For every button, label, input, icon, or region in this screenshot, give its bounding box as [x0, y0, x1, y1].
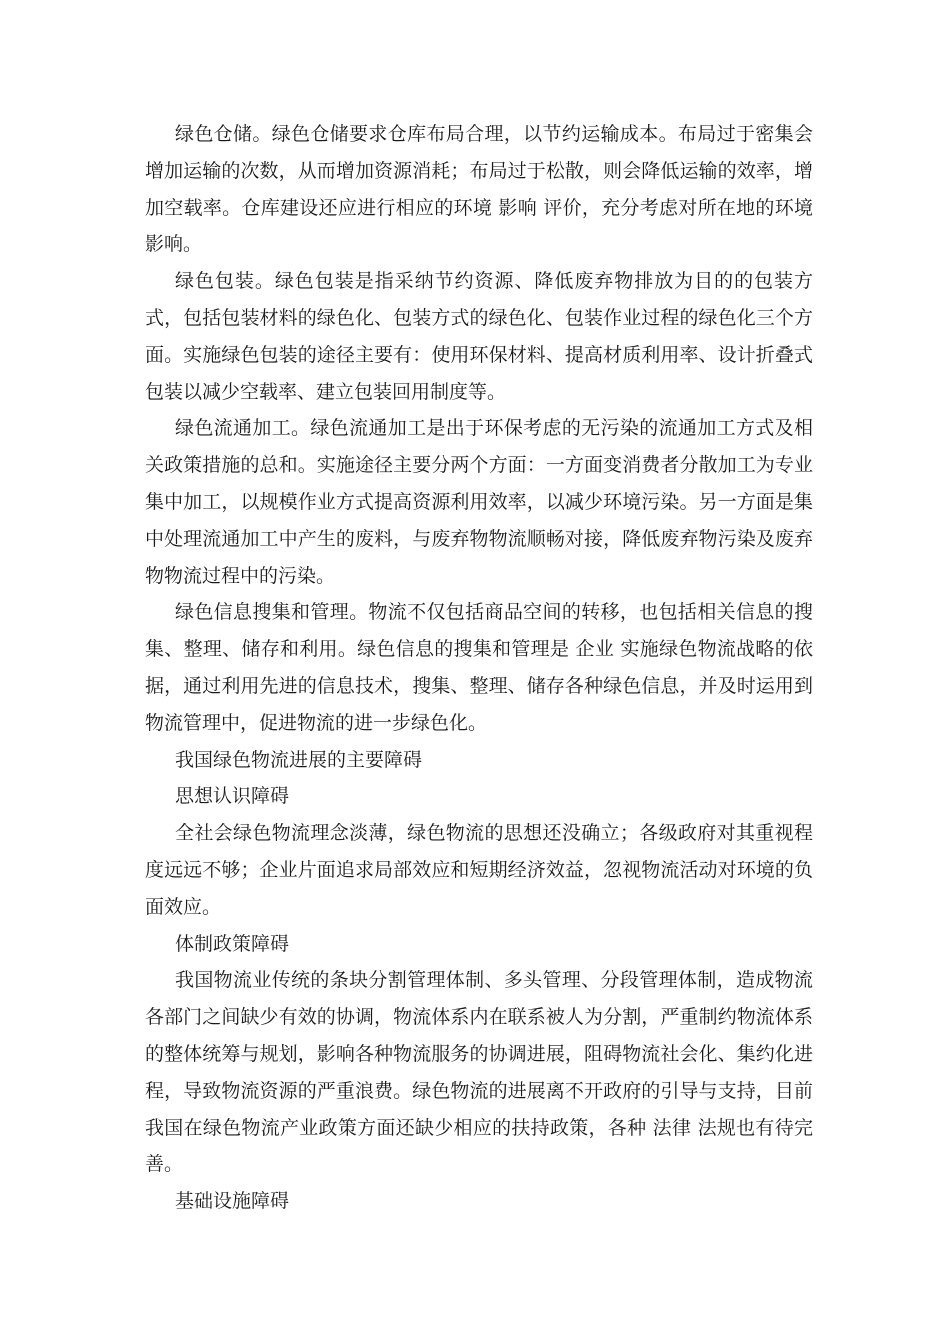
- paragraph-green-processing: 绿色流通加工。绿色流通加工是出于环保考虑的无污染的流通加工方式及相关政策措施的总和。实施途径主要分两个方面：一方面变消费者分散加工为专业集中加工，以规模作业方式提高资源利用效率，以减少环境污染。另一方面是集中处理流通加工中产生的废料，与废弃物物流顺畅对接，降低废弃物污染及废弃物物流过程中的污染。: [145, 417, 813, 587]
- heading-main-obstacles: 我国绿色物流进展的主要障碍: [175, 748, 423, 771]
- paragraph-green-packaging: 绿色包装。绿色包装是指采纳节约资源、降低废弃物排放为目的的包装方式，包括包装材料的绿色化、包装方式的绿色化、包装作业过程的绿色化三个方面。实施绿色包装的途径主要有：使用环保材料、提高材质利用率、设计折叠式包装以减少空载率、建立包装回用制度等。: [145, 270, 813, 403]
- heading-infrastructure-obstacles: 基础设施障碍: [175, 1190, 290, 1213]
- document-page: [145, 116, 813, 1220]
- paragraph-policy: 我国物流业传统的条块分割管理体制、多头管理、分段管理体制，造成物流各部门之间缺少有效的协调，物流体系内在联系被人为分割，严重制约物流体系的整体统筹与规划，影响各种物流服务的协调进展，阻碍物流社会化、集约化进程，导致物流资源的严重浪费。绿色物流的进展离不开政府的引导与支持，目前我国在绿色物流产业政策方面还缺少相应的扶持政策，各种 法律 法规也有待完善。: [145, 969, 813, 1176]
- paragraph-ideological: 全社会绿色物流理念淡薄，绿色物流的思想还没确立；各级政府对其重视程度远远不够；企业片面追求局部效应和短期经济效益，忽视物流活动对环境的负面效应。: [145, 822, 813, 918]
- paragraph-green-storage: 绿色仓储。绿色仓储要求仓库布局合理，以节约运输成本。布局过于密集会增加运输的次数，从而增加资源消耗；布局过于松散，则会降低运输的效率，增加空载率。仓库建设还应进行相应的环境 影响 评价，充分考虑对所在地的环境影响。: [145, 123, 813, 256]
- paragraph-green-information: 绿色信息搜集和管理。物流不仅包括商品空间的转移，也包括相关信息的搜集、整理、储存和利用。绿色信息的搜集和管理是 企业 实施绿色物流战略的依据，通过利用先进的信息技术，搜集、整理、储存各种绿色信息，并及时运用到物流管理中，促进物流的进一步绿色化。: [145, 601, 813, 734]
- heading-ideological-obstacles: 思想认识障碍: [175, 785, 290, 808]
- heading-policy-obstacles: 体制政策障碍: [175, 932, 290, 955]
